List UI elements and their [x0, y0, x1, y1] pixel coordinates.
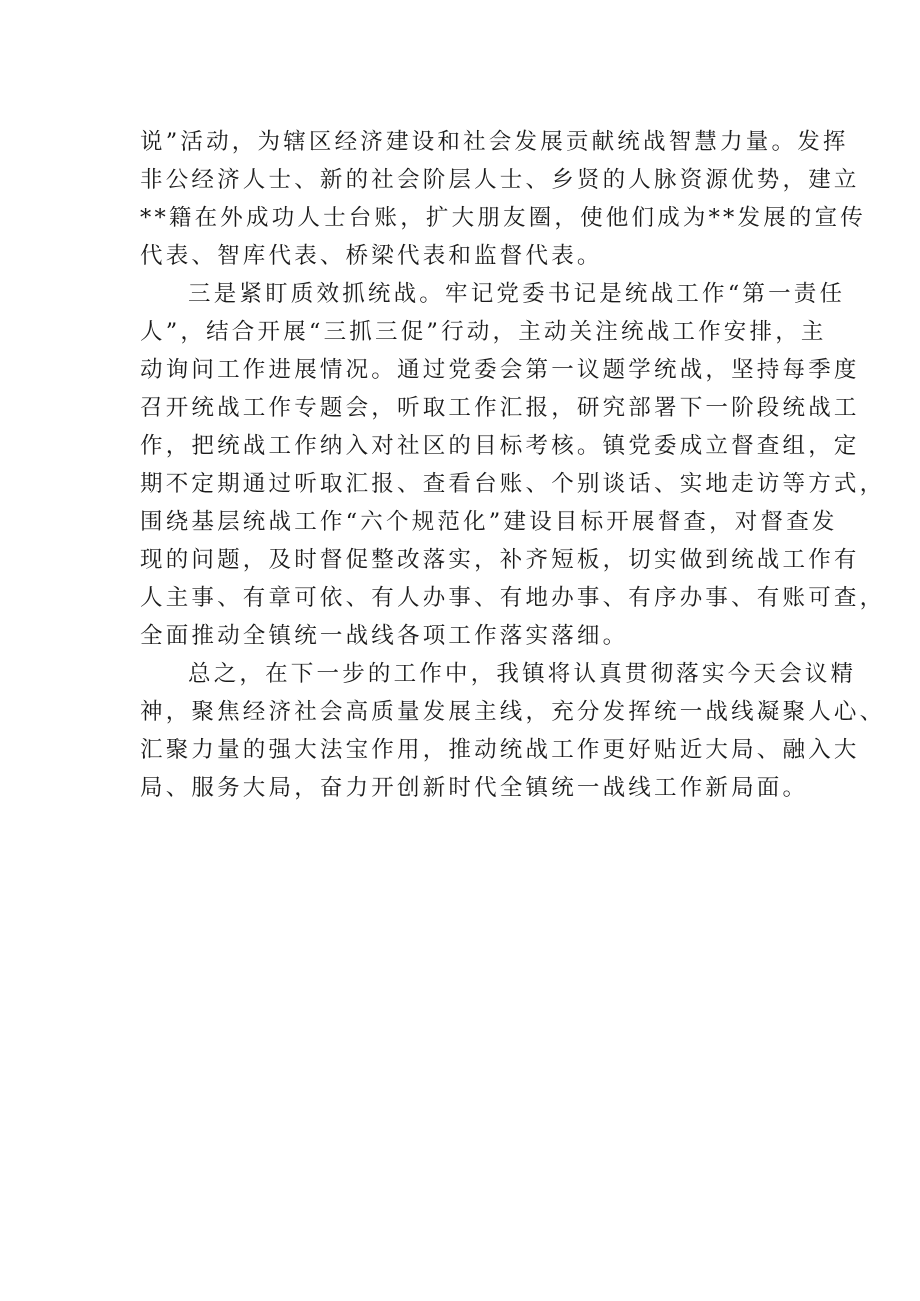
text-line: 说”活动，为辖区经济建设和社会发展贡献统战智慧力量。发挥	[140, 129, 849, 155]
text-line: 局、服务大局，奋力开创新时代全镇统一战线工作新局面。	[140, 775, 809, 801]
text-line: 动询问工作进展情况。通过党委会第一议题学统战，坚持每季度	[140, 357, 860, 383]
text-line: 非公经济人士、新的社会阶层人士、乡贤的人脉资源优势，建立	[140, 167, 860, 193]
text-line: 总之，在下一步的工作中，我镇将认真贯彻落实今天会议精	[188, 661, 857, 687]
text-line: 全面推动全镇统一战线各项工作落实落细。	[140, 623, 629, 649]
text-line: 围绕基层统战工作“六个规范化”建设目标开展督查，对督查发	[140, 509, 838, 535]
document-body	[140, 123, 886, 807]
paragraph-conclusion	[140, 655, 886, 807]
text-line: 期不定期通过听取汇报、查看台账、个别谈话、实地走访等方式，	[140, 471, 886, 497]
text-line: **籍在外成功人士台账，扩大朋友圈，使他们成为**发展的宣传	[140, 205, 867, 231]
paragraph-three	[140, 275, 886, 655]
text-line: 作，把统战工作纳入对社区的目标考核。镇党委成立督查组，定	[140, 433, 860, 459]
paragraph-continuation	[140, 123, 867, 275]
text-line: 神，聚焦经济社会高质量发展主线，充分发挥统一战线凝聚人心、	[140, 699, 886, 725]
text-line: 现的问题，及时督促整改落实，补齐短板，切实做到统战工作有	[140, 547, 860, 573]
text-line: 召开统战工作专题会，听取工作汇报，研究部署下一阶段统战工	[140, 395, 860, 421]
text-line: 人”，结合开展“三抓三促”行动，主动关注统战工作安排，主	[140, 319, 827, 345]
text-line: 人主事、有章可依、有人办事、有地办事、有序办事、有账可查，	[140, 585, 886, 611]
text-line: 三是紧盯质效抓统战。牢记党委书记是统战工作“第一责任	[188, 281, 846, 307]
text-line: 代表、智库代表、桥梁代表和监督代表。	[140, 243, 603, 269]
text-line: 汇聚力量的强大法宝作用，推动统战工作更好贴近大局、融入大	[140, 737, 860, 763]
